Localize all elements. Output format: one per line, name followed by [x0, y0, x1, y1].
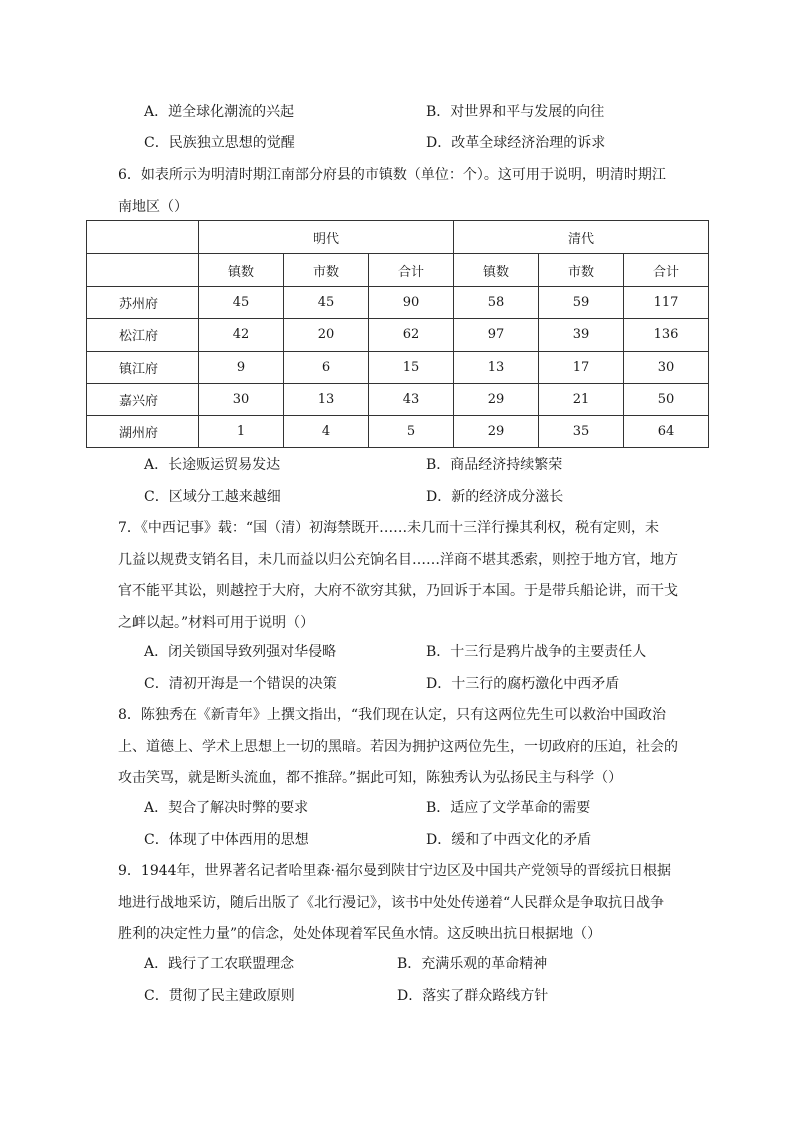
- q7-option-b[interactable]: B．十三行是鸦片战争的主要责任人: [426, 644, 647, 660]
- table-cell: 30: [624, 351, 709, 383]
- q6-option-d[interactable]: D．新的经济成分滋长: [426, 489, 564, 505]
- q6-stem-line: 6．如表所示为明清时期江南部分府县的市镇数（单位：个）。这可用于说明，明清时期江: [118, 167, 666, 183]
- table-cell: 15: [369, 351, 454, 383]
- table-cell: 29: [454, 415, 539, 447]
- q7-stem: [118, 518, 678, 644]
- table-cell: 1: [199, 415, 284, 447]
- q9-stem-line: 地进行战地采访，随后出版了《北行漫记》，该书中处处传递着“人民群众是争取抗日战争: [118, 894, 665, 911]
- q6-options-row-2: [0, 487, 794, 507]
- q7-options-row-1: [0, 642, 794, 662]
- q8-stem-line: 8．陈独秀在《新青年》上撰文指出，“我们现在认定，只有这两位先生可以救治中国政治: [118, 707, 667, 723]
- table-row: [87, 319, 709, 351]
- table-row: [87, 383, 709, 415]
- table-cell: 9: [199, 351, 284, 383]
- row-label: 湖州府: [87, 415, 199, 447]
- table-cell: 5: [369, 415, 454, 447]
- q5-options-row-2: [0, 133, 794, 153]
- table-cell: 136: [624, 319, 709, 351]
- q9-stem-line: 胜利的决定性力量”的信念，处处体现着军民鱼水情。这反映出抗日根据地（）: [118, 926, 602, 942]
- subheader-cell: 合计: [369, 254, 454, 287]
- q9-stem-line: 9．1944年，世界著名记者哈里森·福尔曼到陕甘宁边区及中国共产党领导的晋绥抗日根据: [118, 863, 671, 879]
- q6-options-row-1: [0, 455, 794, 475]
- table-cell: 21: [539, 383, 624, 415]
- q9-options-row-1: [0, 954, 794, 974]
- q6-option-b[interactable]: B．商品经济持续繁荣: [426, 457, 563, 473]
- q8-stem: [118, 705, 678, 800]
- subheader-cell: 市数: [539, 254, 624, 287]
- header-ming: 明代: [199, 221, 454, 254]
- q8-options-row-1: [0, 798, 794, 818]
- q5-option-b[interactable]: B．对世界和平与发展的向往: [426, 104, 605, 120]
- q6-option-c[interactable]: C．区域分工越来越细: [144, 489, 281, 505]
- q9-options-row-2: [0, 986, 794, 1006]
- table-header-row: [87, 221, 709, 254]
- q7-stem-line: 之衅以起。”材料可用于说明（）: [118, 614, 315, 631]
- q7-option-d[interactable]: D．十三行的腐朽激化中西矛盾: [426, 676, 620, 692]
- subheader-cell: 市数: [284, 254, 369, 287]
- row-label: 嘉兴府: [87, 383, 199, 415]
- subheader-cell: 镇数: [199, 254, 284, 287]
- q9-stem: [118, 861, 678, 956]
- table-cell: 90: [369, 287, 454, 319]
- q7-stem-line: 几益以规费支销名目，未几而益以归公充饷名目……洋商不堪其悉索，则控于地方官，地方: [118, 551, 678, 568]
- header-qing: 清代: [454, 221, 709, 254]
- q9-option-b[interactable]: B．充满乐观的革命精神: [397, 956, 548, 972]
- q5-option-c[interactable]: C．民族独立思想的觉醒: [144, 135, 295, 151]
- table-cell: 13: [454, 351, 539, 383]
- q8-options-row-2: [0, 830, 794, 850]
- table-cell: 6: [284, 351, 369, 383]
- table-cell: 17: [539, 351, 624, 383]
- table-subheader-row: [87, 254, 709, 287]
- q6-option-a[interactable]: A．长途贩运贸易发达: [144, 457, 281, 473]
- table-cell: 35: [539, 415, 624, 447]
- q7-stem-line: 官不能平其讼，则越控于大府，大府不欲穷其狱，乃回诉于本国。于是带兵船论讲，而干戈: [118, 583, 678, 599]
- table-cell: 45: [199, 287, 284, 319]
- table-cell: 43: [369, 383, 454, 415]
- row-label: 苏州府: [87, 287, 199, 319]
- q7-option-a[interactable]: A．闭关锁国导致列强对华侵略: [144, 644, 337, 660]
- q7-options-row-2: [0, 674, 794, 694]
- table-row: [87, 351, 709, 383]
- subheader-cell: 镇数: [454, 254, 539, 287]
- table-cell: 42: [199, 319, 284, 351]
- table-cell: 58: [454, 287, 539, 319]
- table-corner-cell: [87, 221, 199, 254]
- q8-option-a[interactable]: A．契合了解决时弊的要求: [144, 800, 309, 816]
- table-row: [87, 415, 709, 447]
- table-cell: 30: [199, 383, 284, 415]
- q9-option-d[interactable]: D．落实了群众路线方针: [397, 988, 549, 1004]
- table-row: [87, 287, 709, 319]
- table-cell: 50: [624, 383, 709, 415]
- q7-option-c[interactable]: C．清初开海是一个错误的决策: [144, 676, 337, 692]
- table-cell: 59: [539, 287, 624, 319]
- q5-option-d[interactable]: D．改革全球经济治理的诉求: [426, 135, 606, 151]
- q7-stem-line: 7．《中西记事》载：“国（清）初海禁既开……未几而十三洋行操其利权，税有定则，未: [118, 520, 660, 536]
- row-label: 镇江府: [87, 351, 199, 383]
- q8-option-b[interactable]: B．适应了文学革命的需要: [426, 800, 591, 816]
- q8-stem-line: 攻击笑骂，就是断头流血，都不推辞。”据此可知，陈独秀认为弘扬民主与科学（）: [118, 770, 623, 786]
- table-cell: 4: [284, 415, 369, 447]
- table-cell: 97: [454, 319, 539, 351]
- q8-stem-line: 上、道德上、学术上思想上一切的黑暗。若因为拥护这两位先生，一切政府的压迫，社会的: [118, 738, 678, 755]
- table-cell: 45: [284, 287, 369, 319]
- q6-stem-line: 南地区（）: [118, 198, 188, 215]
- q9-option-a[interactable]: A．践行了工农联盟理念: [144, 956, 295, 972]
- table-cell: 39: [539, 319, 624, 351]
- subheader-cell: 合计: [624, 254, 709, 287]
- q5-option-a[interactable]: A．逆全球化潮流的兴起: [144, 104, 295, 120]
- table-cell: 20: [284, 319, 369, 351]
- table-corner-cell: [87, 254, 199, 287]
- table-cell: 29: [454, 383, 539, 415]
- market-town-table: [86, 220, 709, 448]
- table-cell: 62: [369, 319, 454, 351]
- q9-option-c[interactable]: C．贯彻了民主建政原则: [144, 988, 295, 1004]
- q8-option-d[interactable]: D．缓和了中西文化的矛盾: [426, 832, 592, 848]
- row-label: 松江府: [87, 319, 199, 351]
- table-cell: 64: [624, 415, 709, 447]
- q6-stem: [118, 165, 678, 228]
- table-cell: 13: [284, 383, 369, 415]
- table-cell: 117: [624, 287, 709, 319]
- q5-options-row-1: [0, 102, 794, 122]
- q8-option-c[interactable]: C．体现了中体西用的思想: [144, 832, 309, 848]
